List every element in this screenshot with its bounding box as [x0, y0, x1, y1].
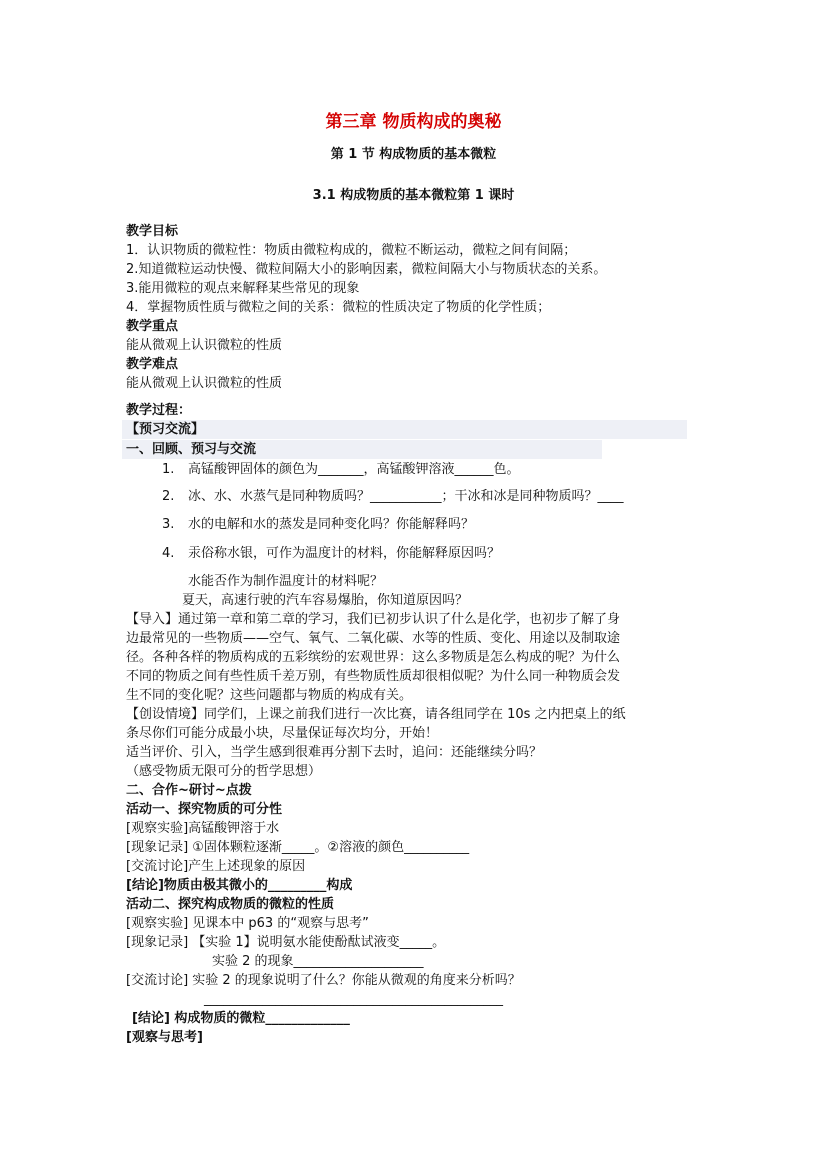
activity1-record: [现象记录] ①固体颗粒逐渐_____。②溶液的颜色__________ — [126, 840, 470, 855]
question-text: 冰、水、水蒸气是同种物质吗？___________；干冰和冰是同种物质吗？____ — [188, 489, 624, 504]
question-item — [162, 516, 474, 534]
activity2-record2: 实验 2 的现象____________________ — [212, 954, 424, 969]
lesson-title: 3.1 构成物质的基本微粒第 1 课时 — [312, 188, 515, 203]
extra-question: 夏天，高速行驶的汽车容易爆胎，你知道原因吗？ — [182, 593, 469, 608]
goals-heading: 教学目标 — [126, 224, 179, 239]
question-item — [162, 545, 500, 563]
scene-paragraph: 适当评价、引入，当学生感到很难再分割下去时，追问：还能继续分吗？ — [126, 745, 543, 760]
activity2-observe: [观察实验] 见课本中 p63 的“观察与思考” — [126, 916, 369, 931]
preview-highlight — [122, 420, 687, 439]
process-heading: 教学过程： — [126, 403, 192, 418]
question-text: 汞俗称水银，可作为温度计的材料，你能解释原因吗？ — [188, 546, 501, 561]
activity1-observe: [观察实验]高锰酸钾溶于水 — [126, 821, 280, 836]
question-item — [162, 461, 520, 479]
chapter-title: 第三章 物质构成的奥秘 — [325, 112, 502, 132]
question-number: 1. — [162, 462, 175, 477]
key-point-text: 能从微观上认识微粒的性质 — [126, 338, 283, 353]
activity1-discuss: [交流讨论]产生上述现象的原因 — [126, 859, 306, 874]
activity1-heading: 活动一、探究物质的可分性 — [126, 802, 283, 817]
activity1-conclusion: [结论]物质由极其微小的_________构成 — [126, 878, 353, 893]
intro-paragraph: 生不同的变化呢？这些问题都与物质的构成有关。 — [126, 688, 413, 703]
goal-item: 4．掌握物质性质与微粒之间的关系：微粒的性质决定了物质的化学性质； — [126, 300, 551, 315]
intro-paragraph: 不同的物质之间有些性质千差万别，有些物质性质却很相似呢？为什么同一种物质会发 — [126, 669, 621, 684]
activity2-conclusion: [结论] 构成物质的微粒_____________ — [132, 1011, 350, 1026]
goal-item: 1．认识物质的微粒性：物质由微粒构成的，微粒不断运动，微粒之间有间隔； — [126, 243, 577, 258]
extra-question: 水能否作为制作温度计的材料呢？ — [188, 574, 384, 589]
difficulty-heading: 教学难点 — [126, 357, 179, 372]
preview-tag: 【预习交流】 — [126, 422, 205, 437]
part1-heading: 一、回顾、预习与交流 — [126, 442, 257, 457]
scene-paragraph: （感受物质无限可分的哲学思想） — [126, 764, 322, 779]
part2-heading: 二、合作~研讨~点拨 — [126, 783, 252, 798]
scene-paragraph: 条尽你们可能分成最小块，尽量保证每次均分，开始！ — [126, 726, 439, 741]
goal-item: 2.知道微粒运动快慢、微粒间隔大小的影响因素，微粒间隔大小与物质状态的关系。 — [126, 262, 607, 277]
observe-think-heading: [观察与思考] — [126, 1030, 203, 1045]
activity2-heading: 活动二、探究构成物质的微粒的性质 — [126, 897, 335, 912]
question-text: 高锰酸钾固体的颜色为_______，高锰酸钾溶液______色。 — [188, 462, 520, 477]
activity2-answer-blank: ______________________________________________ — [204, 992, 503, 1007]
intro-paragraph: 径。各种各样的物质构成的五彩缤纷的宏观世界：这么多物质是怎么构成的呢？为什么 — [126, 650, 621, 665]
question-item — [162, 488, 624, 506]
activity2-record: [现象记录] 【实验 1】说明氨水能使酚酞试液变_____。 — [126, 935, 446, 950]
scene-paragraph: 【创设情境】同学们，上课之前我们进行一次比赛，请各组同学在 10s 之内把桌上的纸 — [126, 707, 626, 722]
goal-item: 3.能用微粒的观点来解释某些常见的现象 — [126, 281, 360, 296]
question-number: 4. — [162, 546, 175, 561]
intro-paragraph: 【导入】通过第一章和第二章的学习，我们已初步认识了什么是化学，也初步了解了身 — [126, 612, 621, 627]
key-point-heading: 教学重点 — [126, 319, 179, 334]
section-title: 第 1 节 构成物质的基本微粒 — [330, 147, 497, 162]
difficulty-text: 能从微观上认识微粒的性质 — [126, 376, 283, 391]
question-number: 3. — [162, 517, 175, 532]
question-text: 水的电解和水的蒸发是同种变化吗？你能解释吗？ — [188, 517, 475, 532]
activity2-discuss: [交流讨论] 实验 2 的现象说明了什么？你能从微观的角度来分析吗？ — [126, 973, 521, 988]
intro-paragraph: 边最常见的一些物质——空气、氧气、二氧化碳、水等的性质、变化、用途以及制取途 — [126, 631, 621, 646]
question-number: 2. — [162, 489, 175, 504]
